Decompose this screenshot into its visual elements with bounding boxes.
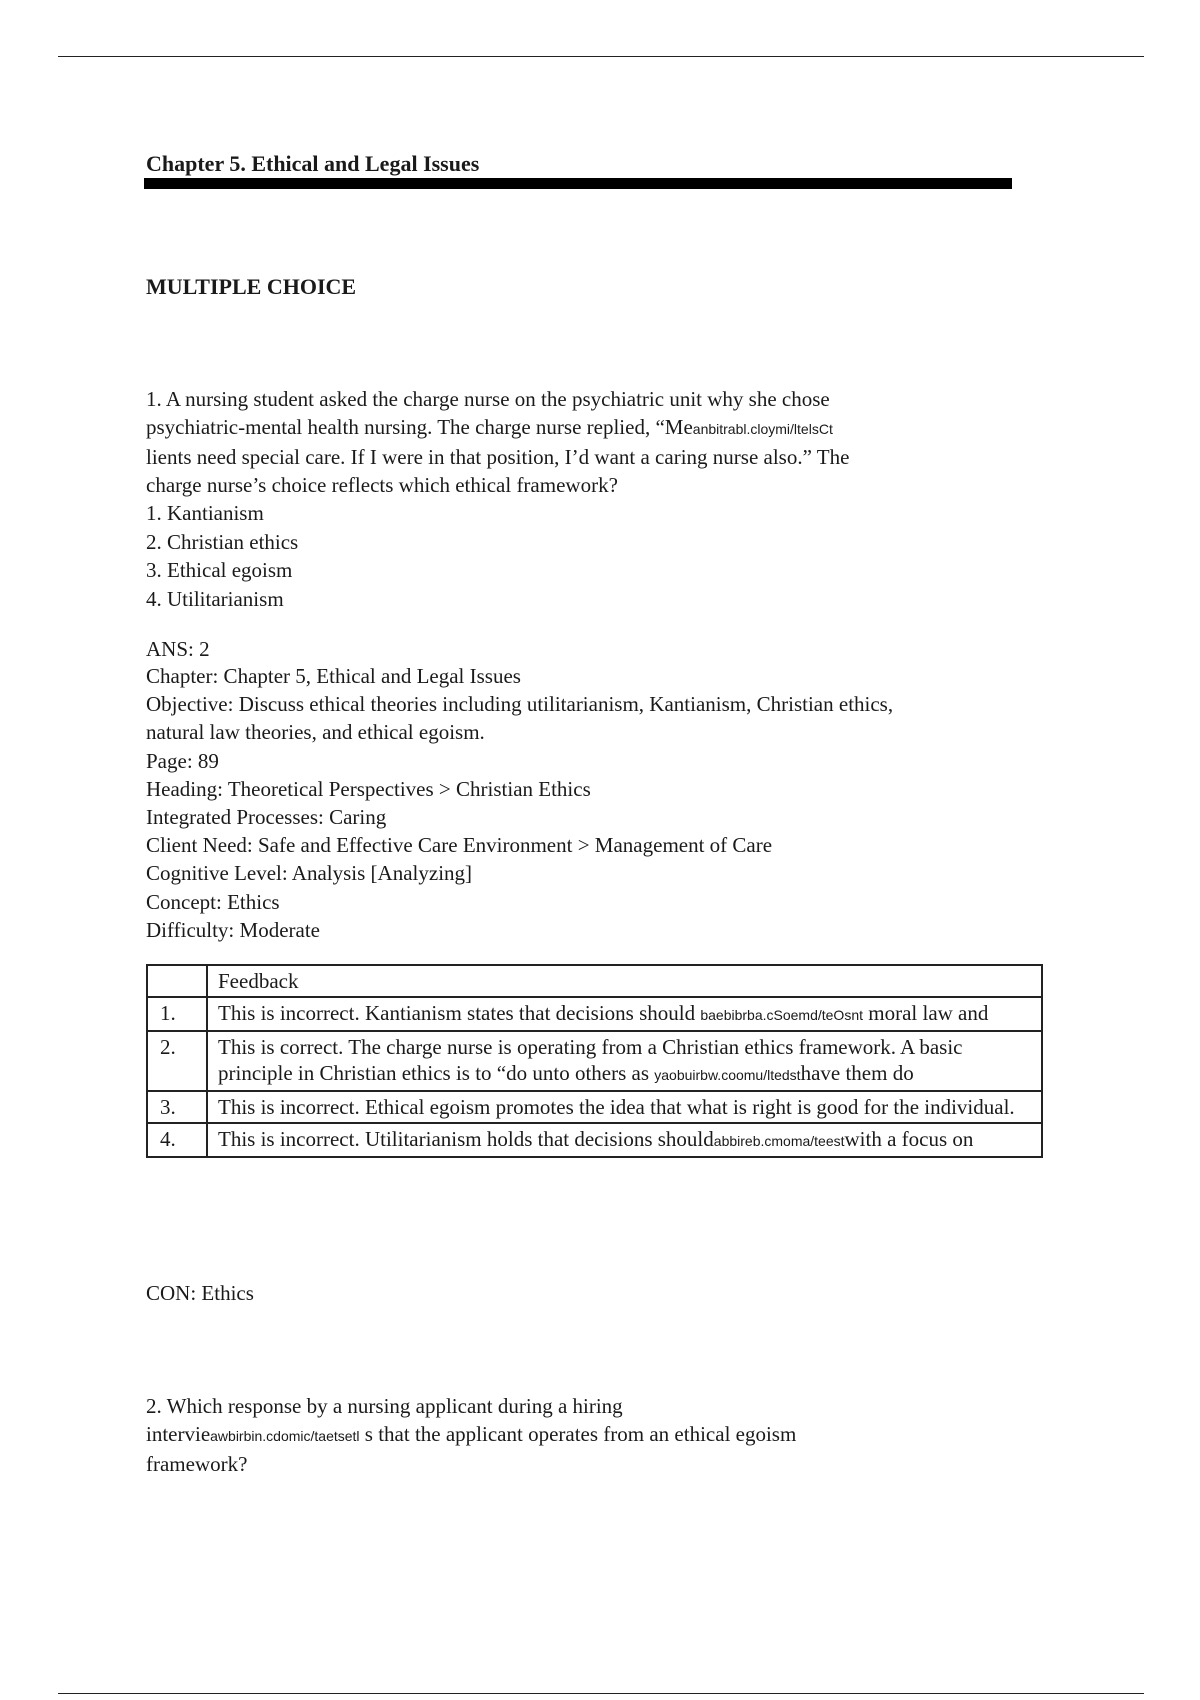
meta-client-need: Client Need: Safe and Effective Care Environment > Management of Care: [146, 833, 773, 858]
option-2: 2. Christian ethics: [146, 529, 299, 554]
meta-processes: Integrated Processes: Caring: [146, 805, 387, 830]
stem-line: intervieawbirbin.cdomic/taetsetl s that the applicant operates from an ethical egoism: [146, 1422, 797, 1446]
row-number: 3.: [147, 1091, 207, 1123]
feedback-table: [146, 964, 1043, 1158]
garbled-watermark-text: anbitrabl.cloymi/ltelsCt: [692, 421, 833, 437]
meta-cognitive-level: Cognitive Level: Analysis [Analyzing]: [146, 861, 473, 886]
feedback-text: This is incorrect. Utilitarianism holds that decisions shouldabbireb.cmoma/teestwith a focus on: [207, 1123, 1042, 1157]
table-row: [147, 1123, 1042, 1157]
chapter-title-bar: [144, 178, 1012, 189]
meta-heading: Heading: Theoretical Perspectives > Christian Ethics: [146, 776, 591, 801]
row-number: 2.: [147, 1031, 207, 1091]
meta-page: Page: 89: [146, 748, 219, 773]
garbled-watermark-text: awbirbin.cdomic/taetsetl: [210, 1428, 360, 1444]
question-1-stem: [146, 385, 1046, 499]
stem-line: framework?: [146, 1452, 248, 1476]
feedback-header: Feedback: [207, 965, 1042, 997]
feedback-text: This is correct. The charge nurse is operating from a Christian ethics framework. A basic principle in Christian ethics is to “do unto others as yaobuirbw.coomu/ltedsthave them do: [207, 1031, 1042, 1091]
stem-line: 2. Which response by a nursing applicant during a hiring: [146, 1394, 623, 1418]
meta-concept: Concept: Ethics: [146, 889, 280, 914]
option-4: 4. Utilitarianism: [146, 586, 284, 611]
page-top-rule: [58, 56, 1144, 57]
garbled-watermark-text: abbireb.cmoma/teest: [713, 1133, 845, 1149]
option-1: 1. Kantianism: [146, 501, 264, 525]
row-number: 4.: [147, 1123, 207, 1157]
row-number: 1.: [147, 997, 207, 1031]
concept-tag: CON: Ethics: [146, 1281, 254, 1305]
section-title: MULTIPLE CHOICE: [146, 274, 357, 299]
meta-objective: Objective: Discuss ethical theories including utilitarianism, Kantianism, Christian ethics,: [146, 692, 894, 717]
table-header-row: [147, 965, 1042, 997]
question-metadata: [146, 662, 1046, 944]
stem-line: charge nurse’s choice reflects which ethical framework?: [146, 473, 618, 497]
meta-objective-cont: natural law theories, and ethical egoism.: [146, 720, 485, 745]
feedback-text: This is incorrect. Kantianism states that decisions should baebibrba.cSoemd/teOsnt moral law and: [207, 997, 1042, 1031]
question-2: [146, 1392, 1046, 1478]
stem-line: 1. A nursing student asked the charge nurse on the psychiatric unit why she chose: [146, 387, 830, 411]
table-cell: [147, 965, 207, 997]
table-row: [147, 1031, 1042, 1091]
garbled-watermark-text: baebibrba.cSoemd/teOsnt: [700, 1007, 863, 1023]
page-bottom-rule: [58, 1693, 1144, 1694]
feedback-text: This is incorrect. Ethical egoism promotes the idea that what is right is good for the individual.: [207, 1091, 1042, 1123]
answer-options: [146, 499, 1046, 613]
stem-line: psychiatric-mental health nursing. The charge nurse replied, “Meanbitrabl.cloymi/ltelsCt: [146, 415, 833, 439]
option-3: 3. Ethical egoism: [146, 558, 293, 582]
question-1: [146, 385, 1046, 613]
chapter-title: Chapter 5. Ethical and Legal Issues: [146, 151, 480, 176]
meta-difficulty: Difficulty: Moderate: [146, 917, 320, 942]
meta-chapter: Chapter: Chapter 5, Ethical and Legal Issues: [146, 664, 521, 688]
garbled-watermark-text: yaobuirbw.coomu/ltedst: [654, 1067, 801, 1083]
answer-key: ANS: 2: [146, 637, 210, 661]
stem-line: lients need special care. If I were in that position, I’d want a caring nurse also.” The: [146, 445, 850, 469]
table-row: [147, 997, 1042, 1031]
table-row: [147, 1091, 1042, 1123]
